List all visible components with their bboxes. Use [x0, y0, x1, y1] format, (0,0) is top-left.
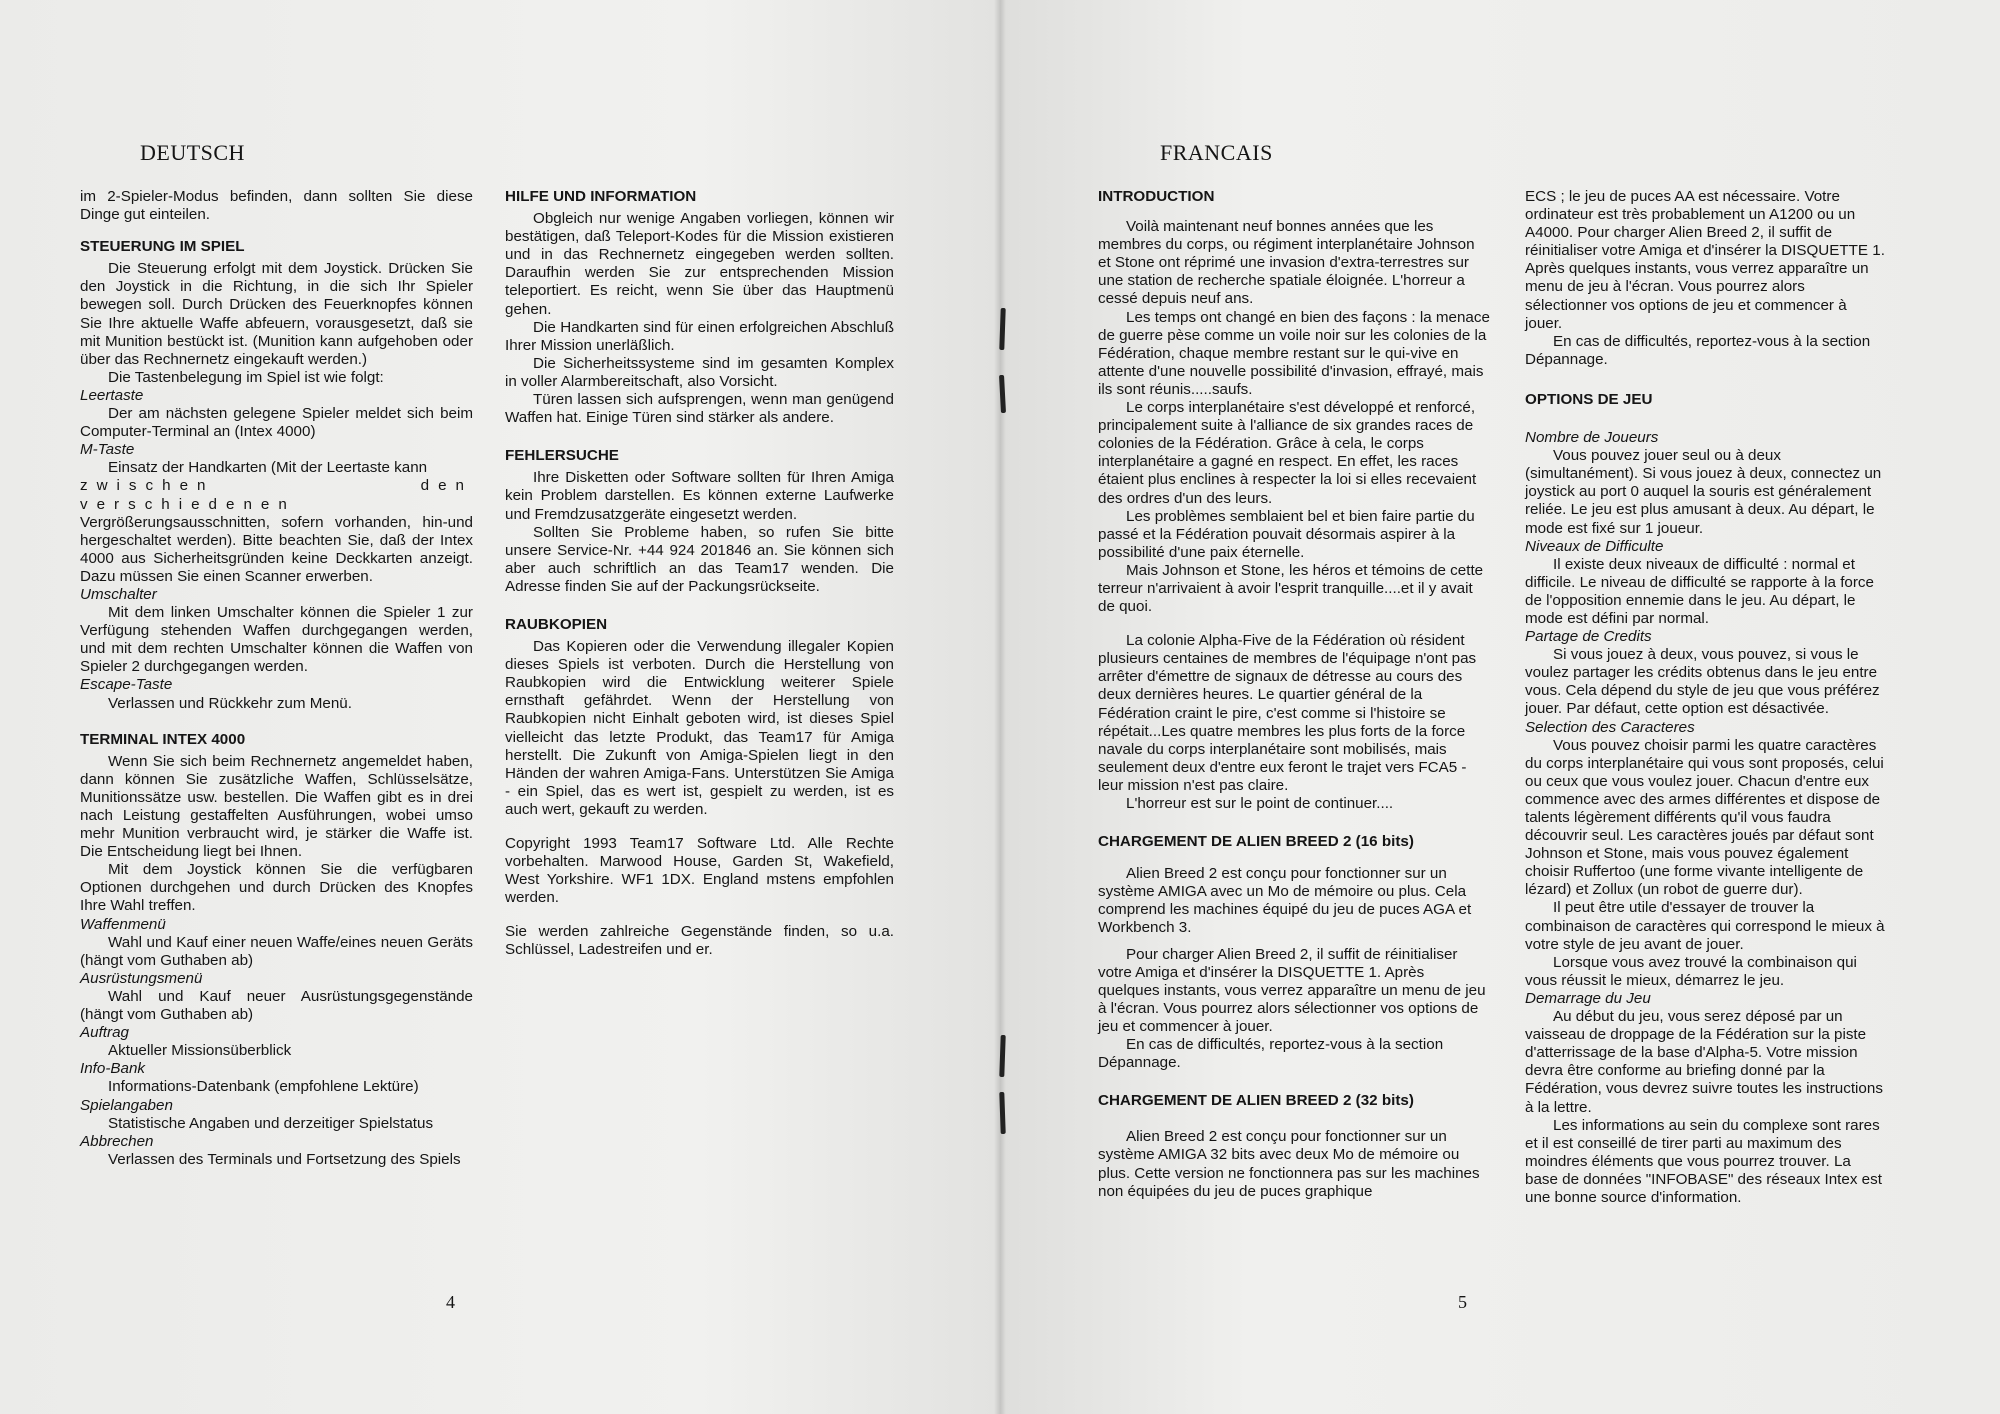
paragraph: Les problèmes semblaient bel et bien faire partie du passé et la Fédération pouvait désormais aspirer à la possibilité d'une paix éternelle. [1098, 507, 1475, 561]
paragraph: Verlassen und Rückkehr zum Menü. [108, 694, 352, 712]
right-column-1 [1098, 188, 1490, 1201]
paragraph: Die Steuerung erfolgt mit dem Joystick. Drücken Sie den Joystick in die Richtung, in die sich Ihr Spieler bewegen soll. Durch Drücken des Feuerknopfes können Sie Ihre aktuelle Waffe abfeuern, vorausgesetzt, daß sie mit Munition bestückt ist. (Munition kann aufgehoben oder über das Rechnernetz eingekauft werden.) [80, 260, 473, 368]
page-header: FRANCAIS [1160, 140, 1273, 165]
book-gutter [994, 0, 1006, 1414]
paragraph: Le corps interplanétaire s'est développé et renforcé, principalement suite à l'alliance de six grandes races de colonies de la Fédération. Grâce à cela, le corps interplanétaire a gagné en respect. En effet, les races étaient plus enclines à respecter la loi si elles recevaient des ordres d'un des leurs. [1098, 399, 1477, 507]
subheading: Partage de Credits [1525, 628, 1652, 646]
paragraph: Mais Johnson et Stone, les héros et témoins de cette terreur n'arrivaient à avoir l'esprit tranquille....et il y avait de quoi. [1098, 561, 1484, 616]
left-column-2 [505, 188, 894, 960]
paragraph: ECS ; le jeu de puces AA est nécessaire. Votre ordinateur est très probablement un A1200 ou un A4000. Pour charger Alien Breed 2, il suffit de réinitialiser votre Amiga et d'insérer la DISQUETTE 1. Après quelques instants, vous verrez apparaître un menu de jeu à l'écran. Vous pourrez alors sélectionner vos options de jeu et commencer à jouer. [1525, 188, 1885, 332]
paragraph: Au début du jeu, vous serez déposé par un vaisseau de droppage de la Fédération sur la piste d'atterrissage de la base d'Alpha-5. Votre mission devra être conforme au briefing donné par la Fédération, vous devrez suivre toutes les instructions à la lettre. [1525, 1008, 1883, 1116]
subheading: Leertaste [80, 386, 144, 404]
paragraph: Türen lassen sich aufsprengen, wenn man genügend Waffen hat. Einige Türen sind stärker als andere. [505, 391, 894, 427]
paragraph: Les informations au sein du complexe sont rares et il est conseillé de tirer parti au maximum des moindres éléments que vous pourrez trouver. La base de données "INFOBASE" des réseaux Intex est une bonne source d'information. [1525, 1116, 1882, 1206]
right-column-2 [1525, 188, 1885, 1207]
subheading: Selection des Caracteres [1525, 718, 1695, 736]
paragraph: Obgleich nur wenige Angaben vorliegen, können wir bestätigen, daß Teleport-Kodes für die Mission existieren und in das Rechnernetz eingegeben werden sollten. Daraufhin werden Sie zur entsprechenden Mission teleportiert. Es reicht, wenn Sie über das Hauptmenü gehen. [505, 210, 894, 318]
paragraph: zwischen den verschiedenen [80, 477, 473, 513]
paragraph: Wahl und Kauf neuer Ausrüstungsgegenstände (hängt vom Guthaben ab) [80, 987, 473, 1024]
paragraph: Aktueller Missionsüberblick [108, 1042, 292, 1060]
subheading: Spielangaben [80, 1096, 173, 1114]
paragraph: Mit dem linken Umschalter können die Spieler 1 zur Verfügung stehenden Waffen durchgegangen werden, und mit dem rechten Umschalter können die Waffen von Spieler 2 durchgegangen werden. [80, 604, 473, 676]
paragraph: Alien Breed 2 est conçu pour fonctionner sur un système AMIGA 32 bits avec deux Mo de mémoire ou plus. Cette version ne fonctionnera pas sur les machines non équipées du jeu de puces graphique [1098, 1128, 1480, 1200]
paragraph: Les temps ont changé en bien des façons : la menace de guerre pèse comme un voile noir sur les colonies de la Fédération, chaque membre restant sur le qui-vive en attente d'une nouvelle possibilité d'invasion, effrayé, mais ils sont réunis.....saufs. [1098, 308, 1490, 398]
paragraph: Ihre Disketten oder Software sollten für Ihren Amiga kein Problem darstellen. Es können externe Laufwerke und Fremdzusatzgeräte eingesetzt werden. [505, 469, 894, 523]
paragraph: Vergrößerungsausschnitten, sofern vorhanden, hin-und hergeschaltet werden). Bitte beachten Sie, daß der Intex 4000 aus Sicherheitsgründen keine Deckkarten anzeigt. Dazu müssen Sie einen Scanner erwerben. [80, 513, 473, 585]
paragraph: Einsatz der Handkarten (Mit der Leertaste kann [108, 459, 428, 477]
page-number: 4 [446, 1292, 455, 1312]
subheading: Info-Bank [80, 1060, 146, 1078]
subheading: Nombre de Joueurs [1525, 429, 1659, 447]
paragraph: Statistische Angaben und derzeitiger Spielstatus [108, 1114, 434, 1132]
paragraph: Pour charger Alien Breed 2, il suffit de réinitialiser votre Amiga et d'insérer la DISQUETTE 1. Après quelques instants, vous verrez apparaître un menu de jeu à l'écran. Vous pourrez alors sélectionner vos options de jeu et commencer à jouer. [1098, 945, 1486, 1035]
paragraph: Informations-Datenbank (empfohlene Lektüre) [108, 1078, 419, 1096]
subheading: Waffenmenü [80, 915, 166, 933]
left-column-1 [80, 188, 473, 1169]
paragraph: Lorsque vous avez trouvé la combinaison qui vous réussit le mieux, démarrez le jeu. [1525, 953, 1857, 989]
subheading: Escape-Taste [80, 676, 173, 694]
subheading: Demarrage du Jeu [1525, 989, 1651, 1007]
paragraph: Vous pouvez jouer seul ou à deux (simultanément). Si vous jouez à deux, connectez un joystick au port 0 auquel la souris est généralement reliée. Le jeu est plus amusant à deux. Au départ, le mode est fixé sur 1 joueur. [1525, 447, 1882, 537]
paragraph: Wenn Sie sich beim Rechnernetz angemeldet haben, dann können Sie zusätzliche Waffen, Schlüsselsätze, Munitionssätze usw. bestellen. Die Waffen gibt es in drei nach Leistung gestaffelten Ausführungen, wobei umso mehr Munition verbraucht wird, je stärker die Waffe ist. Die Entscheidung liegt bei Ihnen. [80, 752, 473, 861]
subheading: Ausrüstungsmenü [80, 969, 203, 987]
page-number: 5 [1458, 1292, 1467, 1312]
paragraph: Das Kopieren oder die Verwendung illegaler Kopien dieses Spiels ist verboten. Durch die Herstellung von Raubkopien wird die Entwicklung weiterer Spiele ernsthaft gefährdet. Wenn der Herstellung von Raubkopien nicht Einhalt geboten wird, ist dieses Spiel vielleicht das letzte Produkt, das Team17 für Amiga herstellt. Die Zukunft von Amiga-Spielen liegt in den Händen der wahren Amiga-Fans. Unterstützen Sie Amiga - ein Spiel, das es wert ist, gespielt zu werden, ist es auch wert, gekauft zu werden. [505, 638, 894, 818]
paragraph: Wahl und Kauf einer neuen Waffe/eines neuen Geräts (hängt vom Guthaben ab) [80, 933, 473, 969]
paragraph: Alien Breed 2 est conçu pour fonctionner sur un système AMIGA avec un Mo de mémoire ou plus. Cela comprend les machines équipé du jeu de puces AGA et Workbench 3. [1098, 865, 1472, 937]
paragraph: Vous pouvez choisir parmi les quatre caractères du corps interplanétaire qui vous sont proposés, celui ou ceux que vous voulez jouer. Chacun d'entre eux commence avec des armes différentes et dispose de talents légèrement différents qu'il vous faudra découvrir seul. Les caractères joués par défaut sont Johnson et Stone, mais vous pouvez également choisir Ruffertoo (une forme vivante intelligente de lézard) et Zollux (un robot de guerre dur). [1525, 736, 1884, 899]
section-heading: STEUERUNG IM SPIEL [80, 238, 245, 256]
paragraph: Voilà maintenant neuf bonnes années que les membres du corps, ou régiment interplanétaire Johnson et Stone ont réprimé une invasion d'extra-terrestres sur une station de recherche spatiale éloignée. L'horreur a cessé depuis neuf ans. [1098, 218, 1475, 308]
paragraph: En cas de difficultés, reportez-vous à la section Dépannage. [1098, 1036, 1444, 1072]
paragraph: Sollten Sie Probleme haben, so rufen Sie bitte unsere Service-Nr. +44 924 201846 an. Sie können sich aber auch schriftlich an das Team17 wenden. Die Adresse finden Sie auf der Packungsrückseite. [505, 523, 894, 595]
paragraph: Verlassen des Terminals und Fortsetzung des Spiels [108, 1150, 461, 1168]
paragraph: Mit dem Joystick können Sie die verfügbaren Optionen durchgehen und durch Drücken des Knopfes Ihre Wahl treffen. [80, 861, 473, 915]
subheading: Auftrag [80, 1024, 129, 1042]
paragraph: En cas de difficultés, reportez-vous à la section Dépannage. [1525, 332, 1871, 368]
section-heading: OPTIONS DE JEU [1525, 390, 1653, 408]
page-right [1000, 0, 2000, 1414]
section-heading: CHARGEMENT DE ALIEN BREED 2 (32 bits) [1098, 1092, 1414, 1110]
paragraph: Der am nächsten gelegene Spieler meldet sich beim Computer-Terminal an (Intex 4000) [80, 405, 473, 441]
paragraph: L'horreur est sur le point de continuer.... [1126, 795, 1394, 812]
paragraph: Die Sicherheitssysteme sind im gesamten Komplex in voller Alarmbereitschaft, also Vorsicht. [505, 354, 894, 390]
section-heading: HILFE UND INFORMATION [505, 188, 697, 205]
subheading: Umschalter [80, 585, 157, 603]
section-heading: CHARGEMENT DE ALIEN BREED 2 (16 bits) [1098, 833, 1414, 851]
section-heading: RAUBKOPIEN [505, 615, 608, 633]
paragraph: Il existe deux niveaux de difficulté : normal et difficile. Le niveau de difficulté se rapporte à la force de l'opposition ennemie dans le jeu. Au départ, le mode est défini par normal. [1525, 555, 1874, 627]
subheading: Niveaux de Difficulte [1525, 537, 1664, 555]
paragraph: La colonie Alpha-Five de la Fédération où résident plusieurs centaines de membres de l'équipage n'ont pas arrêter d'émettre de signaux de détresse au cours des deux dernières heures. Le quartier général de la Fédération craint le pire, c'est comme si l'histoire se répétait...Les quatre membres les plus forts de la force navale du corps interplanétaire sont mobilisés, mais seulement deux d'entre eux feront le trajet vers FCA5 - leur mission n'est pas claire. [1098, 632, 1477, 794]
paragraph: Si vous jouez à deux, vous pouvez, si vous le voulez partager les crédits obtenus dans le jeu entre vous. Cela dépend du style de jeu que vous préférez jouer. Par défaut, cette option est désactivée. [1525, 646, 1880, 718]
paragraph: Die Handkarten sind für einen erfolgreichen Abschluß Ihrer Mission unerläßlich. [505, 318, 894, 354]
subheading: Abbrechen [80, 1132, 154, 1150]
section-heading: FEHLERSUCHE [505, 447, 619, 465]
paragraph: im 2-Spieler-Modus befinden, dann sollten Sie diese Dinge gut einteilen. [80, 188, 473, 224]
section-heading: INTRODUCTION [1098, 188, 1215, 205]
section-heading: TERMINAL INTEX 4000 [80, 730, 246, 748]
copyright-paragraph: Copyright 1993 Team17 Software Ltd. Alle Rechte vorbehalten. Marwood House, Garden St, Wakefield, West Yorkshire. WF1 1DX. England mstens empfohlen werden. [505, 835, 894, 907]
subheading: M-Taste [80, 441, 135, 459]
page-header: DEUTSCH [140, 140, 245, 165]
paragraph: Die Tastenbelegung im Spiel ist wie folgt: [108, 368, 384, 386]
paragraph: Sie werden zahlreiche Gegenstände finden, so u.a. Schlüssel, Ladestreifen und er. [505, 923, 894, 959]
paragraph: Il peut être utile d'essayer de trouver la combinaison de caractères qui correspond le mieux à votre style de jeu avant de jouer. [1525, 899, 1885, 953]
